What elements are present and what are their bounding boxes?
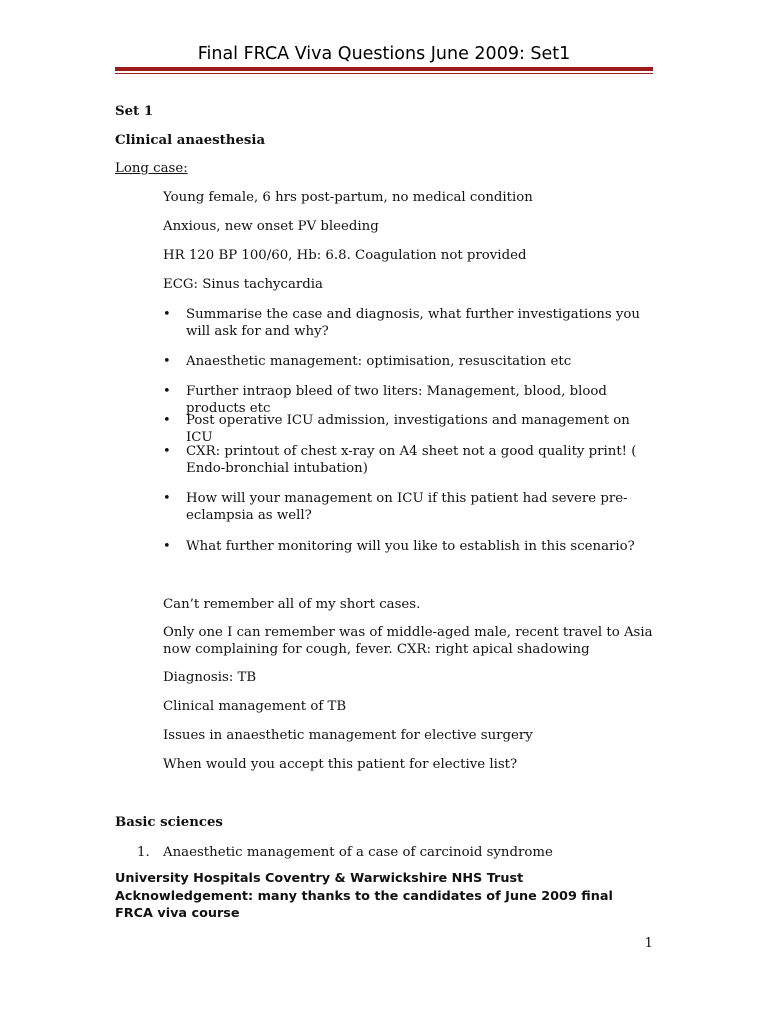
- short-case-line: Can’t remember all of my short cases.: [163, 597, 421, 612]
- question-bullet: What further monitoring will you like to establish in this scenario?: [186, 539, 635, 554]
- page-title: Final FRCA Viva Questions June 2009: Set1: [197, 44, 571, 64]
- case-line: ECG: Sinus tachycardia: [163, 277, 323, 292]
- bullet-icon: •: [163, 413, 171, 428]
- bullet-icon: •: [163, 444, 171, 459]
- bullet-icon: •: [163, 384, 171, 399]
- question-bullet: Anaesthetic management: optimisation, resuscitation etc: [186, 354, 572, 369]
- bullet-icon: •: [163, 354, 171, 369]
- header-rule-thin: [115, 73, 653, 74]
- case-line: HR 120 BP 100/60, Hb: 6.8. Coagulation not provided: [163, 248, 527, 263]
- short-case-line: Diagnosis: TB: [163, 670, 257, 685]
- bullet-icon: •: [163, 539, 171, 554]
- bullet-icon: •: [163, 307, 171, 322]
- list-number: 1.: [137, 845, 150, 860]
- short-case-line: Only one I can remember was of middle-aged male, recent travel to Asia now complaining for cough, fever. CXR: right apical shadowing: [163, 625, 653, 657]
- footer-acknowledgement: Acknowledgement: many thanks to the candidates of June 2009 final FRCA viva course: [115, 889, 613, 921]
- question-bullet: Post operative ICU admission, investigations and management on ICU: [186, 413, 630, 445]
- question-bullet: How will your management on ICU if this patient had severe pre-eclampsia as well?: [186, 491, 628, 523]
- question-bullet: Summarise the case and diagnosis, what further investigations you will ask for and why?: [186, 307, 640, 339]
- short-case-line: When would you accept this patient for elective list?: [163, 757, 518, 772]
- question-bullet: CXR: printout of chest x-ray on A4 sheet not a good quality print! ( Endo-bronchial intubation): [186, 444, 637, 476]
- short-case-line: Issues in anaesthetic management for elective surgery: [163, 728, 533, 743]
- case-line: Anxious, new onset PV bleeding: [163, 219, 379, 234]
- header-rule-thick: [115, 67, 653, 71]
- bullet-icon: •: [163, 491, 171, 506]
- set-heading: Set 1: [115, 104, 154, 119]
- question-bullet: Further intraop bleed of two liters: Management, blood, blood products etc: [186, 384, 607, 416]
- case-line: Young female, 6 hrs post-partum, no medical condition: [163, 190, 533, 205]
- footer-org: University Hospitals Coventry & Warwickshire NHS Trust: [115, 871, 524, 886]
- short-case-line: Clinical management of TB: [163, 699, 347, 714]
- long-case-label: Long case:: [115, 161, 188, 176]
- page-number: 1: [644, 936, 653, 951]
- clinical-heading: Clinical anaesthesia: [115, 133, 266, 148]
- list-item: Anaesthetic management of a case of carcinoid syndrome: [163, 845, 553, 860]
- basic-sciences-heading: Basic sciences: [115, 815, 223, 830]
